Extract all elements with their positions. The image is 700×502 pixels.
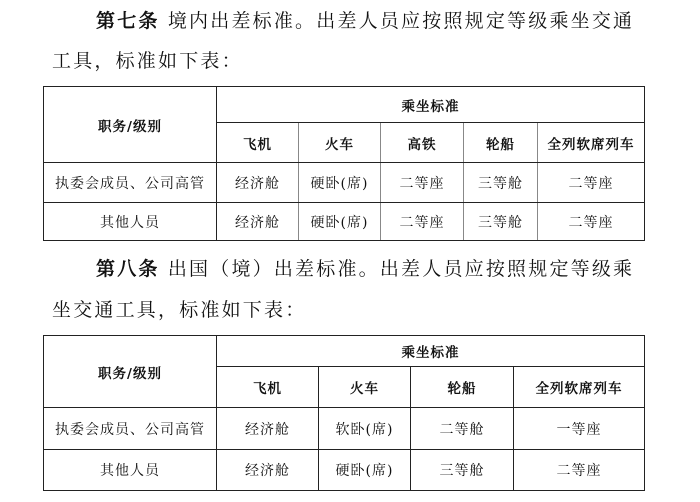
role-cell: 其他人员 xyxy=(44,450,217,491)
value-cell: 二等座 xyxy=(538,163,645,203)
header-group: 乘坐标准 xyxy=(217,336,645,367)
article8-line1 xyxy=(96,254,700,281)
column-header: 飞机 xyxy=(217,123,299,163)
table-row xyxy=(44,163,645,203)
value-cell: 一等座 xyxy=(514,408,645,450)
header-group: 乘坐标准 xyxy=(217,87,645,123)
column-header: 轮船 xyxy=(411,367,514,408)
article8-text: 出国（境）出差标准。出差人员应按照规定等级乘 xyxy=(159,258,635,280)
value-cell: 二等座 xyxy=(538,203,645,241)
international-travel-table xyxy=(43,335,645,491)
article8-line2: 坐交通工具，标准如下表： xyxy=(52,299,307,321)
value-cell: 经济舱 xyxy=(217,163,299,203)
value-cell: 二等舱 xyxy=(411,408,514,450)
domestic-travel-table xyxy=(43,86,645,241)
article7-line1 xyxy=(96,6,700,33)
role-cell: 其他人员 xyxy=(44,203,217,241)
column-header: 火车 xyxy=(319,367,411,408)
article7-line2: 工具，标准如下表： xyxy=(52,50,243,72)
table-row xyxy=(44,203,645,241)
column-header: 飞机 xyxy=(217,367,319,408)
article7-label: 第七条 xyxy=(96,10,160,32)
value-cell: 硬卧(席) xyxy=(299,163,381,203)
table-row xyxy=(44,450,645,491)
value-cell: 经济舱 xyxy=(217,450,319,491)
value-cell: 软卧(席) xyxy=(319,408,411,450)
role-cell: 执委会成员、公司高管 xyxy=(44,408,217,450)
value-cell: 二等座 xyxy=(514,450,645,491)
value-cell: 经济舱 xyxy=(217,203,299,241)
value-cell: 硬卧(席) xyxy=(299,203,381,241)
header-role: 职务/级别 xyxy=(44,87,217,163)
value-cell: 三等舱 xyxy=(411,450,514,491)
article7-text: 境内出差标准。出差人员应按照规定等级乘坐交通 xyxy=(159,10,635,32)
role-cell: 执委会成员、公司高管 xyxy=(44,163,217,203)
column-header: 轮船 xyxy=(464,123,538,163)
column-header: 全列软席列车 xyxy=(538,123,645,163)
value-cell: 经济舱 xyxy=(217,408,319,450)
column-header: 高铁 xyxy=(381,123,464,163)
value-cell: 二等座 xyxy=(381,203,464,241)
table-row xyxy=(44,408,645,450)
value-cell: 三等舱 xyxy=(464,203,538,241)
value-cell: 硬卧(席) xyxy=(319,450,411,491)
value-cell: 二等座 xyxy=(381,163,464,203)
article8-label: 第八条 xyxy=(96,258,160,280)
column-header: 火车 xyxy=(299,123,381,163)
header-role: 职务/级别 xyxy=(44,336,217,408)
value-cell: 三等舱 xyxy=(464,163,538,203)
column-header: 全列软席列车 xyxy=(514,367,645,408)
